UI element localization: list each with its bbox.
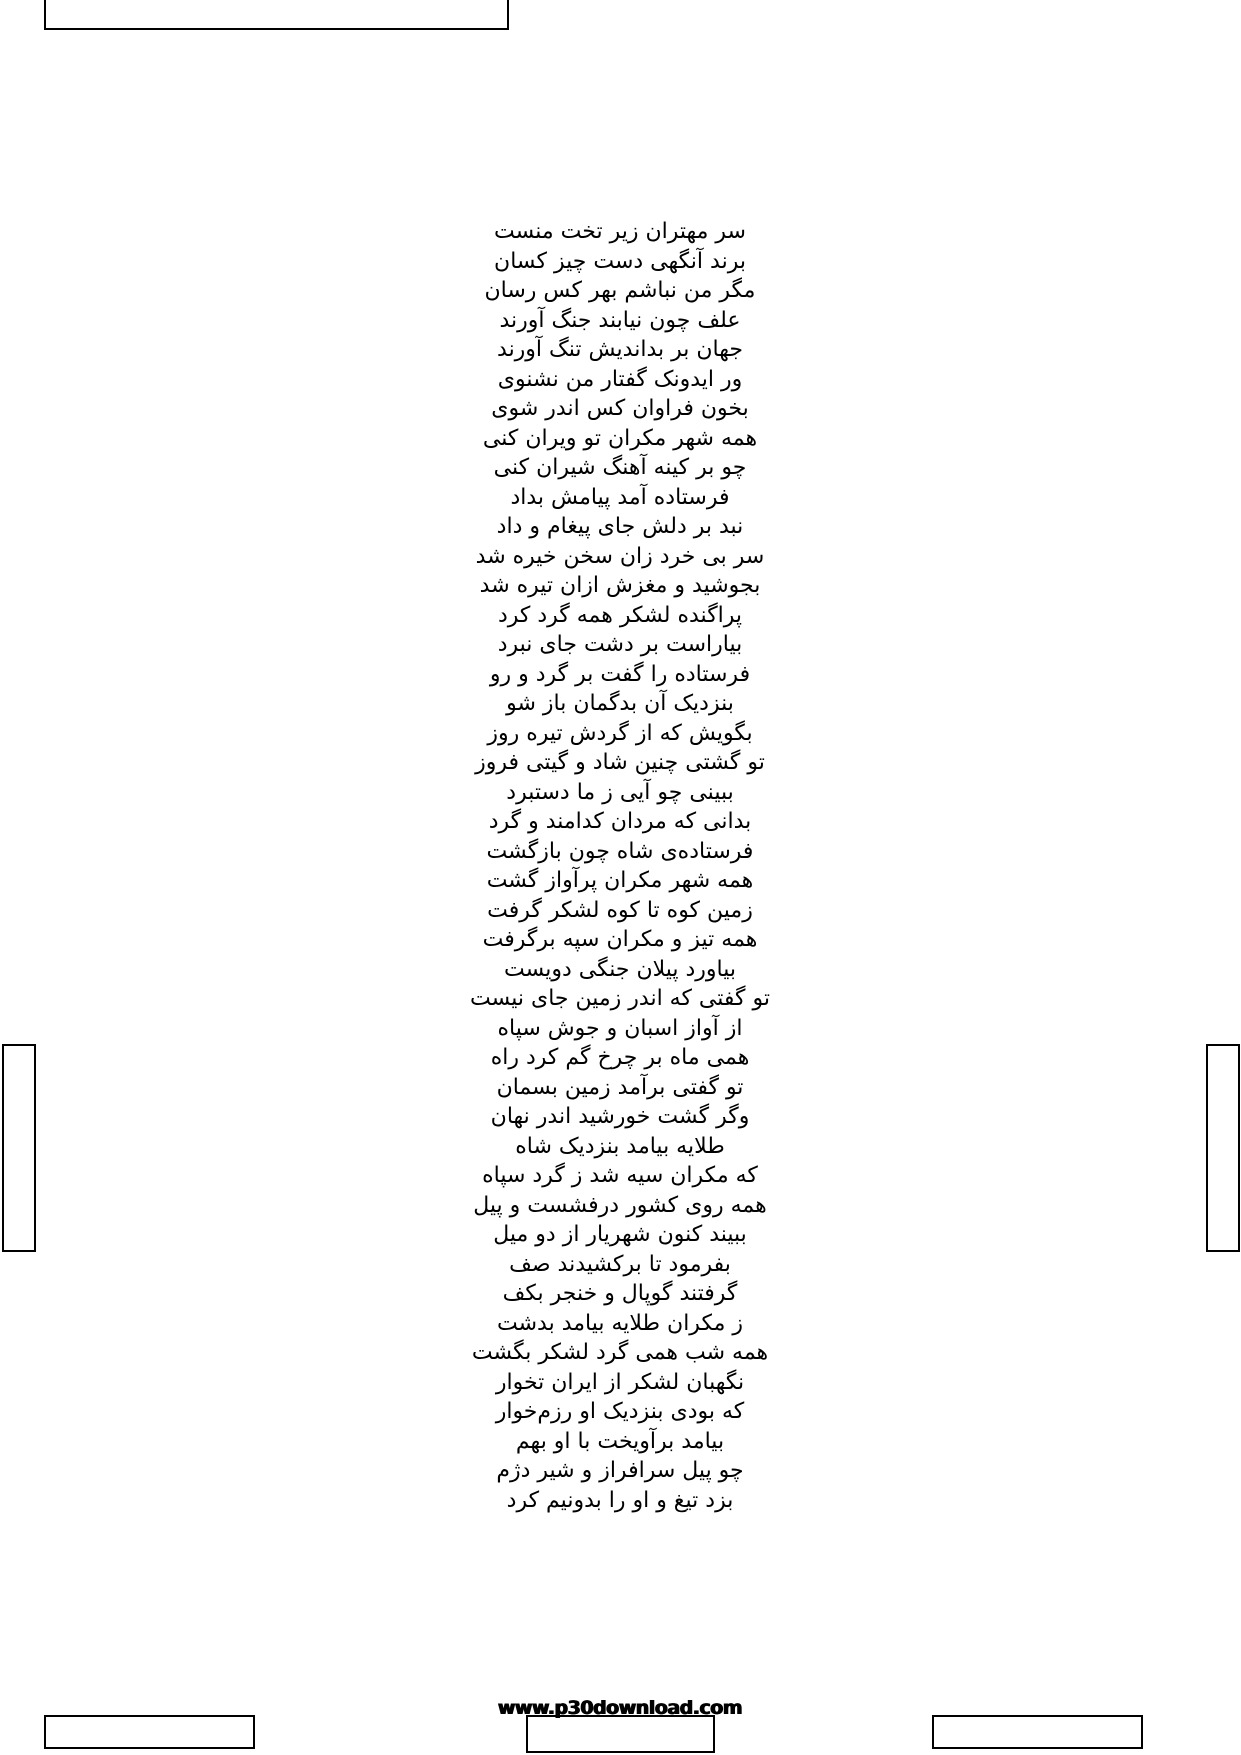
poem-line: چو بر کینه آهنگ شیران کنی — [493, 455, 747, 480]
poem-line: همه شب همی گرد لشکر بگشت — [471, 1340, 769, 1365]
poem-line: بیاورد پیلان جنگی دویست — [503, 956, 737, 982]
poem-line: ببیند کنون شهریار از دو میل — [493, 1222, 747, 1247]
poem-line: نبد بر دلش جای پیغام و داد — [496, 514, 744, 539]
poem-line: فرستاده آمد پیامش بداد — [510, 484, 730, 510]
poem-line: همه روی کشور درفشست و پیل — [473, 1192, 767, 1218]
poem-line: همه تیز و مکران سپه برگرفت — [482, 927, 758, 952]
poem-line: بخون فراوان کس اندر شوی — [491, 396, 749, 421]
poem-line: ز مکران طلایه بیامد بدشت — [497, 1310, 743, 1336]
bottom-right-frame-box — [932, 1715, 1143, 1749]
poem-line: تو گفتی برآمد زمین بسمان — [496, 1074, 744, 1100]
bottom-center-frame-box — [526, 1715, 715, 1753]
poem-line: وگر گشت خورشید اندر نهان — [490, 1104, 750, 1129]
poem-line: بفرمود تا برکشیدند صف — [509, 1251, 731, 1277]
poem-line: که مکران سیه شد ز گرد سپاه — [482, 1163, 758, 1188]
poem-line: طلایه بیامد بنزدیک شاه — [515, 1133, 725, 1159]
top-frame-box — [44, 0, 509, 30]
poem-line: علف چون نیابند جنگ آورند — [499, 307, 741, 333]
poem-line: ببینی چو آیی ز ما دستبرد — [506, 779, 734, 805]
poem-line: همی ماه بر چرخ گم کرد راه — [490, 1045, 750, 1070]
poem-line: بزد تیغ و او را بدونیم کرد — [506, 1487, 734, 1513]
poem-line: فرستاده را گفت بر گرد و رو — [489, 661, 751, 687]
poem-line: زمین کوه تا کوه لشکر گرفت — [487, 897, 753, 923]
poem-line: سر بی خرد زان سخن خیره شد — [475, 543, 765, 569]
poem-line: که بودی بنزدیک او رزم‌خوار — [495, 1399, 745, 1424]
poem-line: بجوشید و مغزش ازان تیره شد — [479, 573, 761, 598]
poem-line: تو گفتی که اندر زمین جای نیست — [469, 986, 770, 1011]
poem-line: گرفتند گوپال و خنجر بکف — [502, 1281, 738, 1306]
left-side-frame-box — [2, 1044, 36, 1252]
poem-line: نگهبان لشکر از ایران تخوار — [495, 1369, 745, 1395]
poem-line: بیامد برآویخت با او بهم — [515, 1428, 725, 1454]
poem-line: بنزدیک آن بدگمان باز شو — [506, 691, 734, 716]
poem-verses — [420, 217, 820, 1515]
poem-line: سر مهتران زیر تخت منست — [494, 219, 746, 244]
poem-line: بدانی که مردان کدامند و گرد — [488, 809, 752, 834]
poem-line: تو گشتی چنین شاد و گیتی فروز — [475, 750, 765, 775]
poem-line: مگر من نباشم بهر کس رسان — [484, 278, 756, 303]
right-side-frame-box — [1206, 1044, 1240, 1252]
poem-line: همه شهر مکران تو ویران کنی — [482, 425, 758, 451]
poem-line: چو پیل سرافراز و شیر دژم — [496, 1458, 744, 1483]
poem-line: پراگنده لشکر همه گرد کرد — [497, 602, 743, 628]
poem-line: ور ایدونک گفتار من نشنوی — [497, 366, 743, 392]
poem-line: فرستاده‌ی شاه چون بازگشت — [486, 838, 754, 864]
poem-line: بگویش که از گردش تیره روز — [487, 720, 753, 746]
poem-line: بیاراست بر دشت جای نبرد — [497, 632, 743, 657]
poem-line: برند آنگهی دست چیز کسان — [494, 248, 746, 274]
bottom-left-frame-box — [44, 1715, 255, 1749]
poem-line: از آواز اسبان و جوش سپاه — [497, 1015, 743, 1041]
watermark-url: www.p30download.com — [497, 1697, 743, 1719]
poem-line: همه شهر مکران پرآواز گشت — [486, 868, 754, 893]
poem-line: جهان بر بداندیش تنگ آورند — [497, 337, 743, 362]
